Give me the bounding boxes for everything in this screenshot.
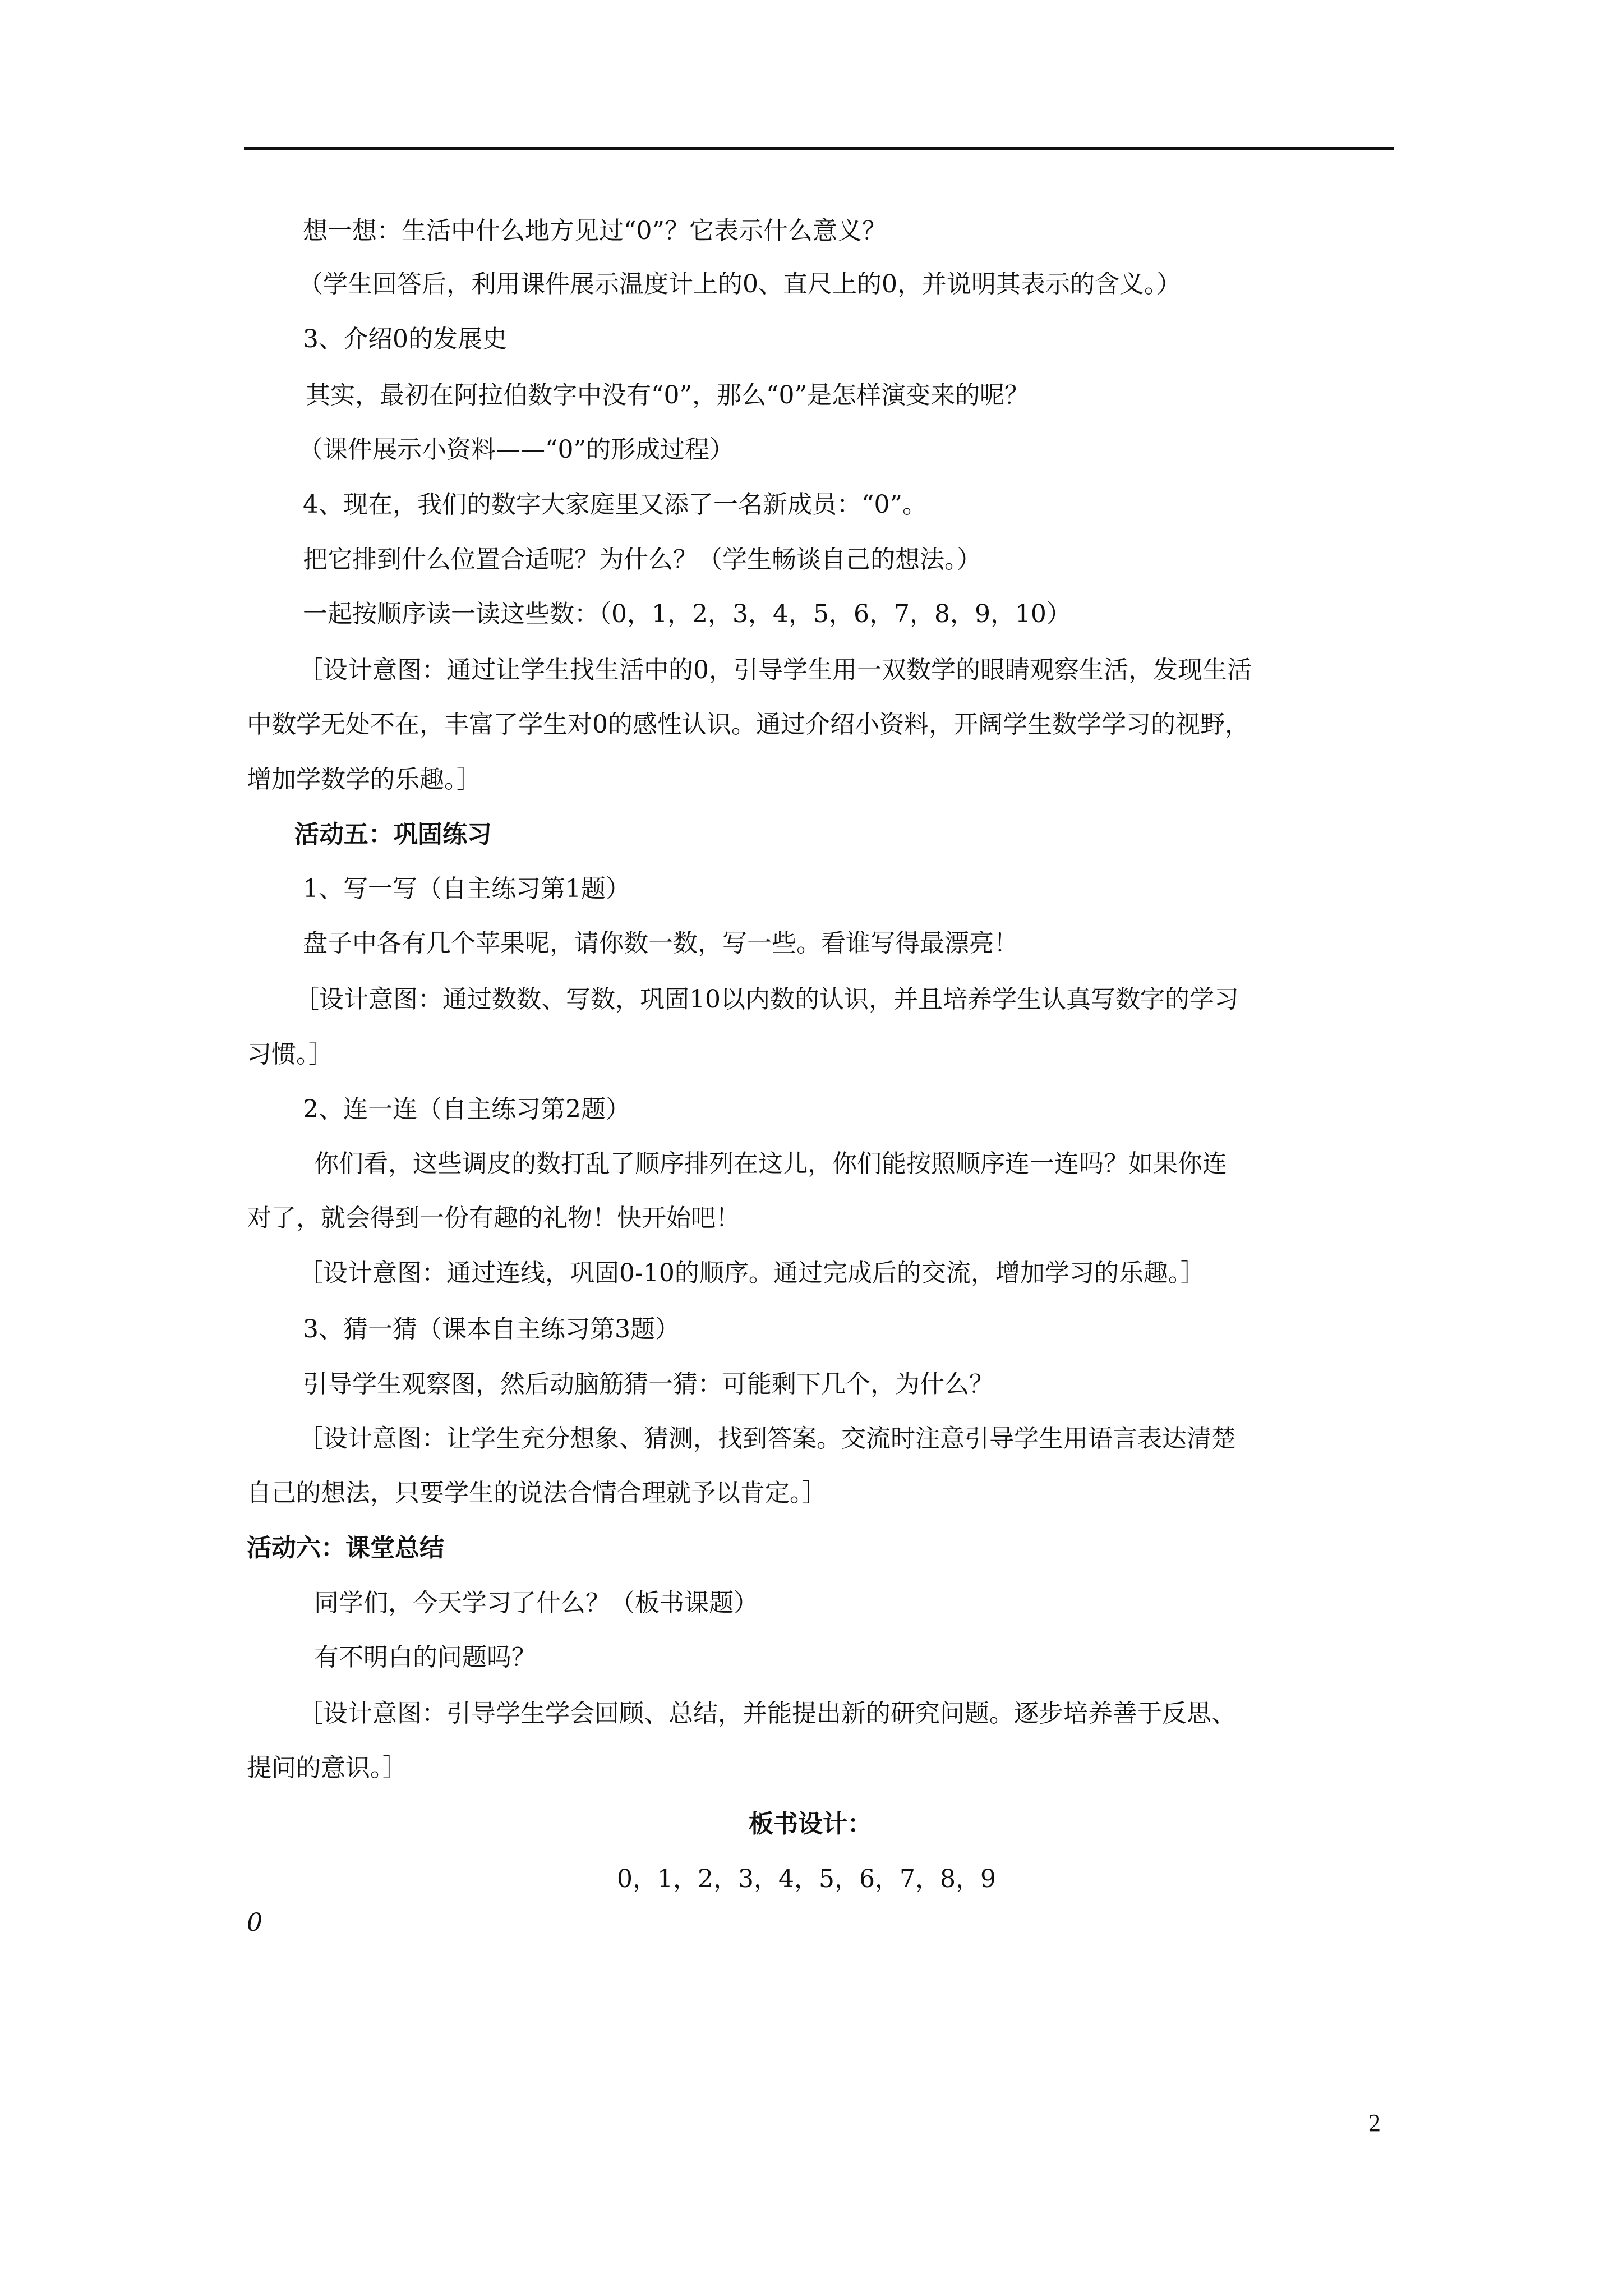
text-line: 一起按顺序读一读这些数：（0，1，2，3，4，5，6，7，8，9，10） <box>303 600 1071 628</box>
text-line: （课件展示小资料——“0”的形成过程） <box>298 435 734 464</box>
text-line: ［设计意图：让学生充分想象、猜测，找到答案。交流时注意引导学生用语言表达清楚 <box>298 1424 1236 1453</box>
board-title: 板书设计： <box>749 1810 872 1838</box>
text-line: 4、现在，我们的数字大家庭里又添了一名新成员：“0”。 <box>303 490 927 519</box>
text-line: 对了，就会得到一份有趣的礼物！快开始吧！ <box>247 1204 740 1232</box>
text-line: 把它排到什么位置合适呢？为什么？（学生畅谈自己的想法。） <box>303 545 981 574</box>
text-line: ［设计意图：引导学生学会回顾、总结，并能提出新的研究问题。逐步培养善于反思、 <box>298 1699 1236 1728</box>
board-sequence: 0，1，2，3，4，5，6，7，8，9 <box>617 1865 996 1893</box>
text-line: 盘子中各有几个苹果呢，请你数一数，写一些。看谁写得最漂亮！ <box>303 929 1018 958</box>
text-line: 有不明白的问题吗？ <box>314 1643 536 1672</box>
board-zero: 0 <box>247 1908 262 1937</box>
text-line: 3、介绍0的发展史 <box>303 325 507 353</box>
text-line: 提问的意识。］ <box>247 1754 407 1782</box>
text-line: 自己的想法，只要学生的说法合情合理就予以肯定。］ <box>247 1479 827 1507</box>
text-line: ［设计意图：通过数数、写数，巩固10以内数的认识，并且培养学生认真写数字的学习 <box>294 985 1239 1014</box>
section-heading: 活动六：课堂总结 <box>247 1534 444 1562</box>
text-line: 增加学数学的乐趣。］ <box>247 765 481 794</box>
section-heading: 活动五：巩固练习 <box>294 820 492 849</box>
text-line: ［设计意图：通过连线，巩固0-10的顺序。通过完成后的交流，增加学习的乐趣。］ <box>298 1259 1205 1287</box>
text-line: 同学们，今天学习了什么？（板书课题） <box>314 1589 758 1617</box>
text-line: ［设计意图：通过让学生找生活中的0，引导学生用一双数学的眼睛观察生活，发现生活 <box>298 656 1252 684</box>
text-line: 2、连一连（自主练习第2题） <box>303 1095 630 1124</box>
header-rule <box>244 147 1394 150</box>
page-number: 2 <box>1368 2109 1381 2137</box>
text-line: （学生回答后，利用课件展示温度计上的0、直尺上的0，并说明其表示的含义。） <box>298 270 1181 298</box>
text-line: 引导学生观察图，然后动脑筋猜一猜：可能剩下几个，为什么？ <box>303 1370 994 1398</box>
text-line: 3、猜一猜（课本自主练习第3题） <box>303 1315 680 1343</box>
text-line: 想一想：生活中什么地方见过“0”？它表示什么意义？ <box>303 217 887 245</box>
text-line: 你们看，这些调皮的数打乱了顺序排列在这儿，你们能按照顺序连一连吗？如果你连 <box>314 1149 1227 1178</box>
text-line: 习惯。］ <box>247 1040 333 1069</box>
text-line: 其实，最初在阿拉伯数字中没有“0”，那么“0”是怎样演变来的呢？ <box>306 381 1029 409</box>
text-line: 中数学无处不在，丰富了学生对0的感性认识。通过介绍小资料，开阔学生数学学习的视野， <box>247 710 1249 739</box>
text-line: 1、写一写（自主练习第1题） <box>303 875 630 903</box>
